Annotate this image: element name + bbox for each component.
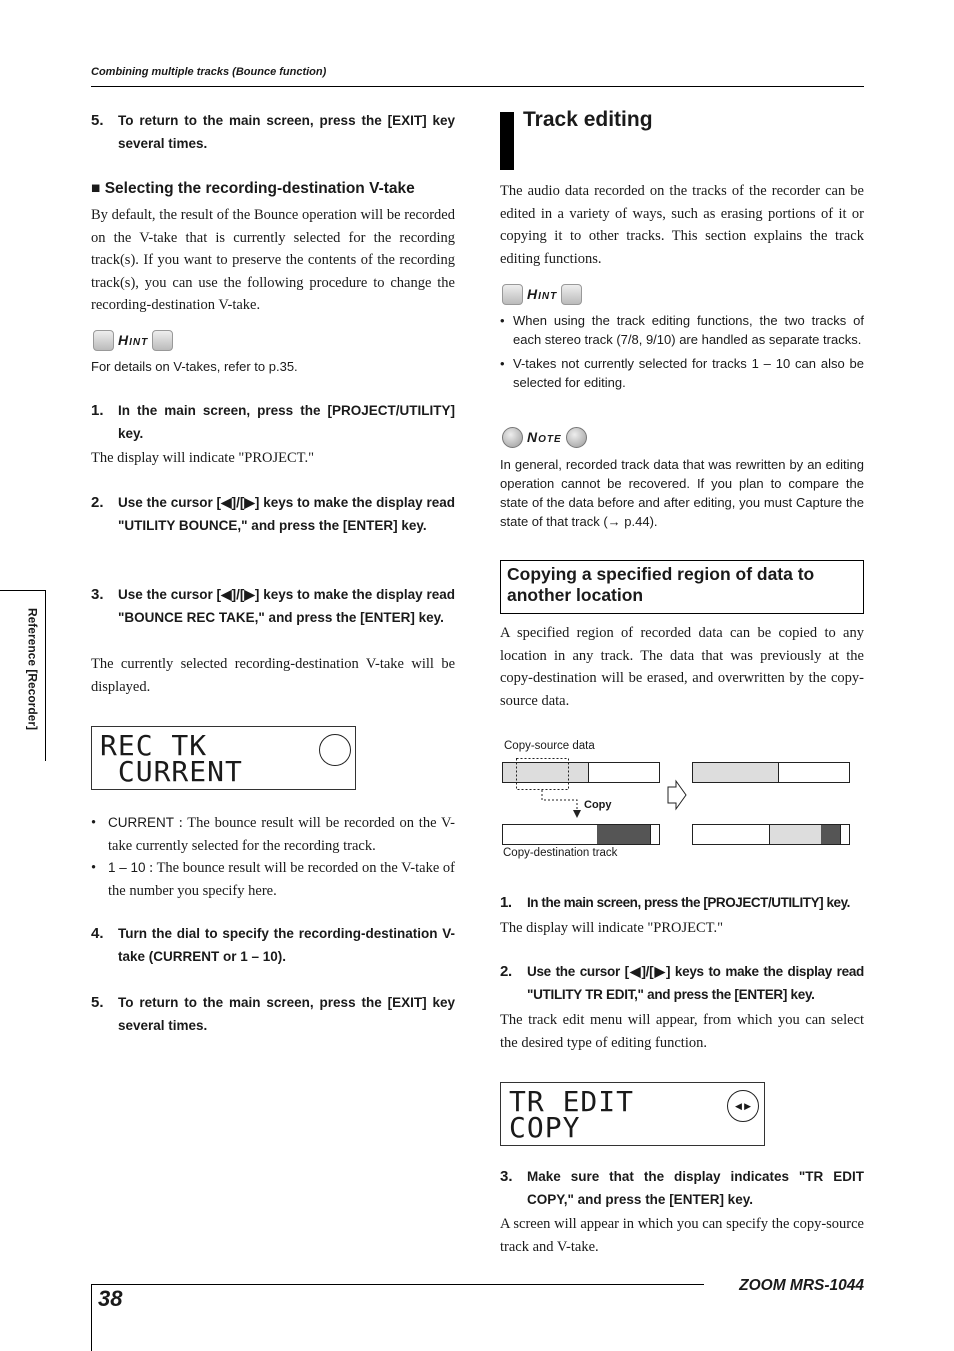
- hint-left-icon: [93, 330, 114, 351]
- page-number: 38: [98, 1286, 123, 1311]
- step-2-right: 2. Use the cursor [◀]/[▶] keys to make the display read "UTILITY TR EDIT," and press the [ENTER] key.: [500, 963, 864, 1002]
- list-item: • V-takes not currently selected for tracks 1 – 10 can also be selected for editing.: [500, 356, 864, 390]
- running-header: Combining multiple tracks (Bounce function): [91, 66, 327, 78]
- track-editing-intro: The audio data recorded on the tracks of the recorder can be edited in a variety of ways, such as erasing portions of it or copying it to other tracks. This section explains the track editing functions.: [500, 183, 864, 267]
- copy-label: Copy: [584, 799, 612, 811]
- footer-vertical-rule: [91, 1284, 92, 1351]
- footer-rule: [91, 1284, 704, 1285]
- header-rule: [91, 86, 864, 87]
- product-name: ZOOM MRS-1044: [739, 1277, 864, 1294]
- step-1-right-result: The display will indicate "PROJECT.": [500, 920, 724, 936]
- hint-right-icon: [152, 330, 173, 351]
- step-2-right-result: The track edit menu will appear, from which you can select the desired type of editing function.: [500, 1012, 864, 1051]
- copy-source-label: Copy-source data: [504, 740, 595, 752]
- list-item: • When using the track editing functions, the two tracks of each stereo track (7/8, 9/10) are handled as separate tracks.: [500, 313, 864, 347]
- step-3-right: 3. Make sure that the display indicates "TR EDIT COPY," and press the [ENTER] key.: [500, 1168, 864, 1207]
- hint-list: [500, 311, 864, 392]
- step-3-right-result: A screen will appear in which you can specify the copy-source track and V-take.: [500, 1216, 864, 1255]
- hint-text: For details on V-takes, refer to p.35.: [91, 359, 298, 374]
- step-3-left: 3. Use the cursor [◀]/[▶] keys to make the display read "BOUNCE REC TAKE," and press the [ENTER] key.: [91, 586, 455, 625]
- section-bar: [500, 112, 514, 170]
- copy-diagram: [500, 730, 860, 865]
- lcd-line-1: TR EDIT: [509, 1085, 635, 1118]
- copy-intro: A specified region of recorded data can be copied to any location in any track. The data that was previously at the copy-destination will be erased, and overwritten by the copy-source data.: [500, 625, 864, 709]
- lcd-line-2: COPY: [509, 1111, 581, 1144]
- copy-diagram-graphic: [500, 730, 860, 865]
- list-item: • 1 – 10 : The bounce result will be recorded on the V-take of the number you specify here.: [91, 860, 455, 899]
- step-1-left: 1. In the main screen, press the [PROJECT/UTILITY] key.: [91, 402, 455, 441]
- lcd-line-1: REC TK: [100, 729, 208, 762]
- cursor-keys-icon: ◀ ▶: [727, 1090, 759, 1122]
- note-left-icon: [502, 427, 523, 448]
- lcd-display-rec-tk: [91, 726, 356, 790]
- hint-badge: Hint: [93, 329, 173, 351]
- vtake-intro: By default, the result of the Bounce operation will be recorded on the V-take that is currently selected for the recording track(s). If you want to preserve the contents of the recording track(s), you can use the following procedure to change the recording-destination V-take.: [91, 207, 455, 314]
- subheading-vtake: ■ Selecting the recording-destination V-take: [91, 180, 415, 197]
- hint-badge-right: Hint: [502, 283, 582, 305]
- note-right-icon: [566, 427, 587, 448]
- square-bullet-icon: ■: [91, 180, 101, 197]
- step-5-exit-2: 5. To return to the main screen, press the [EXIT] key several times.: [91, 994, 455, 1033]
- hint-right-icon: [561, 284, 582, 305]
- step-4-left: 4. Turn the dial to specify the recording-destination V-take (CURRENT or 1 – 10).: [91, 925, 455, 964]
- list-item: • CURRENT : The bounce result will be recorded on the V-take currently selected for the recording track.: [91, 815, 455, 854]
- note-badge: Note: [502, 426, 587, 448]
- copy-destination-label: Copy-destination track: [503, 847, 618, 859]
- step-2-left: 2. Use the cursor [◀]/[▶] keys to make the display read "UTILITY BOUNCE," and press the [ENTER] key.: [91, 494, 455, 533]
- step-3-result: The currently selected recording-destination V-take will be displayed.: [91, 656, 455, 695]
- lcd-line-2: CURRENT: [100, 755, 243, 788]
- hint-left-icon: [502, 284, 523, 305]
- note-text: In general, recorded track data that was rewritten by an editing operation cannot be recovered. If you plan to compare the state of the data before and after editing, you must Capture the state of that track (→ p.44).: [500, 457, 864, 529]
- dial-icon: [319, 734, 351, 766]
- step-1-result: The display will indicate "PROJECT.": [91, 450, 315, 466]
- step-5-exit: 5. To return to the main screen, press the [EXIT] key several times.: [91, 112, 455, 151]
- step-1-right: 1. In the main screen, press the [PROJECT/UTILITY] key.: [500, 894, 850, 911]
- vtake-options-list: [91, 812, 455, 902]
- side-tab-label: Reference [Recorder]: [25, 607, 40, 731]
- lcd-display-tr-edit: [500, 1082, 765, 1146]
- section-title: Track editing: [523, 108, 653, 131]
- copy-section-title-box: Copying a specified region of data to another location: [500, 560, 864, 614]
